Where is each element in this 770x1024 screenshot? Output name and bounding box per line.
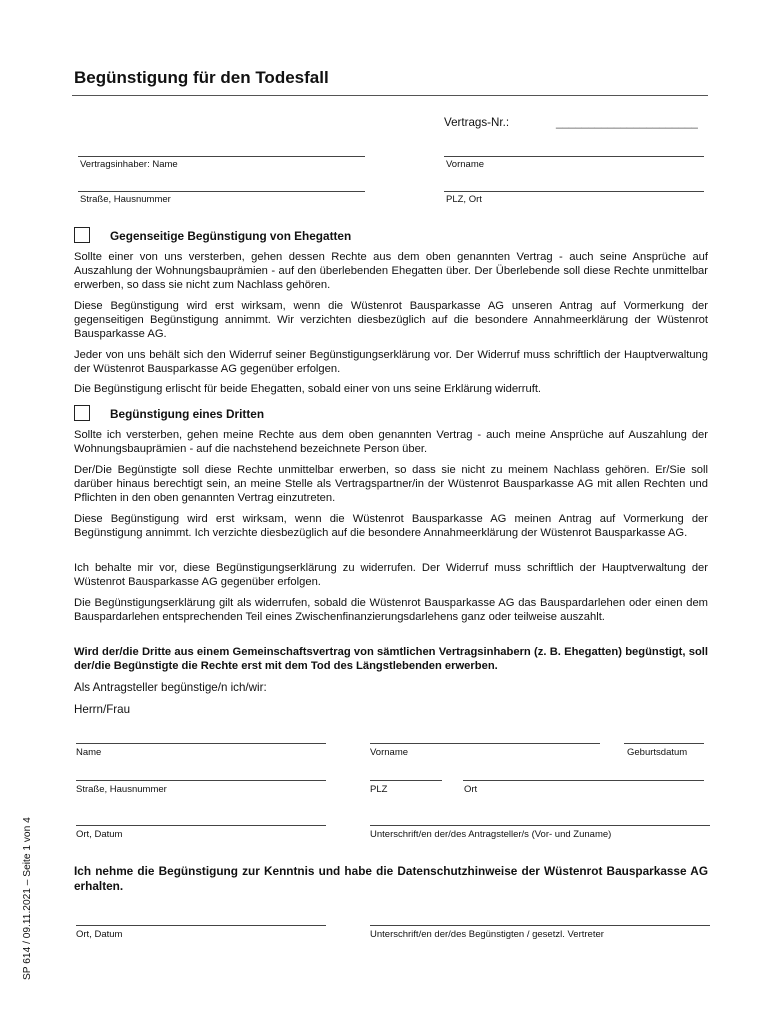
unterschrift-beguenstigte-label: Unterschrift/en der/des Begünstigten / gesetzl. Vertreter xyxy=(370,929,604,940)
antragsteller-text: Als Antragsteller begünstige/n ich/wir: xyxy=(74,681,267,694)
name-field[interactable] xyxy=(78,156,365,157)
ort-datum-label-2: Ort, Datum xyxy=(76,929,123,940)
geburtsdatum-label: Geburtsdatum xyxy=(627,747,688,758)
vorname-field[interactable] xyxy=(444,156,704,157)
strasse-label-2: Straße, Hausnummer xyxy=(76,784,167,795)
ehegatten-label: Gegenseitige Begünstigung von Ehegatten xyxy=(110,229,352,243)
name-label: Vertragsinhaber: Name xyxy=(80,159,178,170)
sec2-paragraph: Sollte ich versterben, gehen meine Rechte aus dem oben genannten Vertrag - auch meine Ansprüche auf Auszahlung der Wohnungsbauprämien - auf die nachstehend bezeichnete Person über. xyxy=(74,429,708,456)
name-label-2: Name xyxy=(76,747,102,758)
ehegatten-checkbox[interactable] xyxy=(74,227,90,243)
unterschrift-antragsteller-field[interactable] xyxy=(370,825,710,826)
strasse-field[interactable] xyxy=(78,191,365,192)
unterschrift-beguenstigte-field[interactable] xyxy=(370,925,710,926)
sec1-paragraph: Sollte einer von uns versterben, gehen dessen Rechte aus dem oben genannten Vertrag - auch seine Ansprüche auf Auszahlung der Wohnungsbauprämien - auf den überlebenden Ehegatten über. Der Überlebende soll diese Rechte unmittelbar erwerben, so dass sie nicht zum Nachlass gehören. xyxy=(74,251,708,292)
sec1-paragraph: Diese Begünstigung wird erst wirksam, wenn die Wüstenrot Bausparkasse AG unseren Antrag auf Vormerkung der gegenseitigen Begünstigung annimmt. Wir verzichten diesbezüglich auf die besondere Annahmeerklärung der Wüstenrot Bausparkasse AG. xyxy=(74,300,708,341)
sec2-paragraph: Ich behalte mir vor, diese Begünstigungserklärung zu widerrufen. Der Widerruf muss schriftlich der Hauptverwaltung der Wüstenrot Bausparkasse AG gegenüber erfolgen. xyxy=(74,562,708,589)
plz-field[interactable] xyxy=(370,780,442,781)
sec2-paragraph: Der/Die Begünstigte soll diese Rechte unmittelbar erwerben, so dass sie nicht zu meinem Nachlass gehören. Er/Sie soll darüber hinaus berechtigt sein, an meine Stelle als Vertragspartner/in der Wüstenrot Bausparkasse AG mit allen Rechten und Pflichten in den oben genannten Vertrag einzutreten. xyxy=(74,464,708,505)
plz-ort-field[interactable] xyxy=(444,191,704,192)
plz-label: PLZ xyxy=(370,784,388,795)
unterschrift-antragsteller-label: Unterschrift/en der/des Antragsteller/s (Vor- und Zuname) xyxy=(370,829,612,840)
sec2-paragraph: Diese Begünstigung wird erst wirksam, wenn die Wüstenrot Bausparkasse AG meinen Antrag auf Vormerkung der Begünstigung annimmt. Ich verzichte diesbezüglich auf die besondere Annahmeerklärung der Wüstenrot Bausparkasse AG. xyxy=(74,513,708,540)
dritter-label: Begünstigung eines Dritten xyxy=(110,407,265,421)
vertrags-nr-label: Vertrags-Nr.: xyxy=(444,116,510,129)
kenntnis-statement: Ich nehme die Begünstigung zur Kenntnis und habe die Datenschutzhinweise der Wüstenrot Bausparkasse AG erhalten. xyxy=(74,864,708,893)
gemeinschaftsvertrag-note: Wird der/die Dritte aus einem Gemeinschaftsvertrag von sämtlichen Vertragsinhabern (z. B. Ehegatten) begünstigt, soll der/die Begünstigte die Rechte erst mit dem Tod des Längstlebenden erwerben. xyxy=(74,646,708,673)
title-divider xyxy=(72,95,708,96)
sec1-paragraph: Jeder von uns behält sich den Widerruf seiner Begünstigungserklärung vor. Der Widerruf muss schriftlich der Hauptverwaltung der Wüstenrot Bausparkasse AG gegenüber erfolgen. xyxy=(74,349,708,376)
form-reference-note: SP 614 / 09.11.2021 – Seite 1 von 4 xyxy=(22,817,33,980)
vorname-field-2[interactable] xyxy=(370,743,600,744)
ort-datum-field-2[interactable] xyxy=(76,925,326,926)
ort-datum-field-1[interactable] xyxy=(76,825,326,826)
page-title: Begünstigung für den Todesfall xyxy=(74,68,329,87)
dritter-checkbox[interactable] xyxy=(74,405,90,421)
ort-datum-label-1: Ort, Datum xyxy=(76,829,123,840)
plz-ort-label: PLZ, Ort xyxy=(446,194,482,205)
herrn-frau-text: Herrn/Frau xyxy=(74,703,131,716)
ort-label: Ort xyxy=(464,784,478,795)
vertrags-nr-field[interactable]: ______________________ xyxy=(556,116,698,129)
vorname-label-2: Vorname xyxy=(370,747,409,758)
sec1-paragraph: Die Begünstigung erlischt für beide Ehegatten, sobald einer von uns seine Erklärung widerruft. xyxy=(74,383,542,395)
sec2-paragraph: Die Begünstigungserklärung gilt als widerrufen, sobald die Wüstenrot Bausparkasse AG das Bauspardarlehen oder einen dem Bauspardarlehen entsprechenden Teil eines Zwischenfinanzierungsdarlehens ganz oder teilweise auszahlt. xyxy=(74,597,708,624)
vorname-label: Vorname xyxy=(446,159,485,170)
strasse-field-2[interactable] xyxy=(76,780,326,781)
name-field-2[interactable] xyxy=(76,743,326,744)
geburtsdatum-field[interactable] xyxy=(624,743,704,744)
strasse-label: Straße, Hausnummer xyxy=(80,194,171,205)
ort-field[interactable] xyxy=(463,780,704,781)
